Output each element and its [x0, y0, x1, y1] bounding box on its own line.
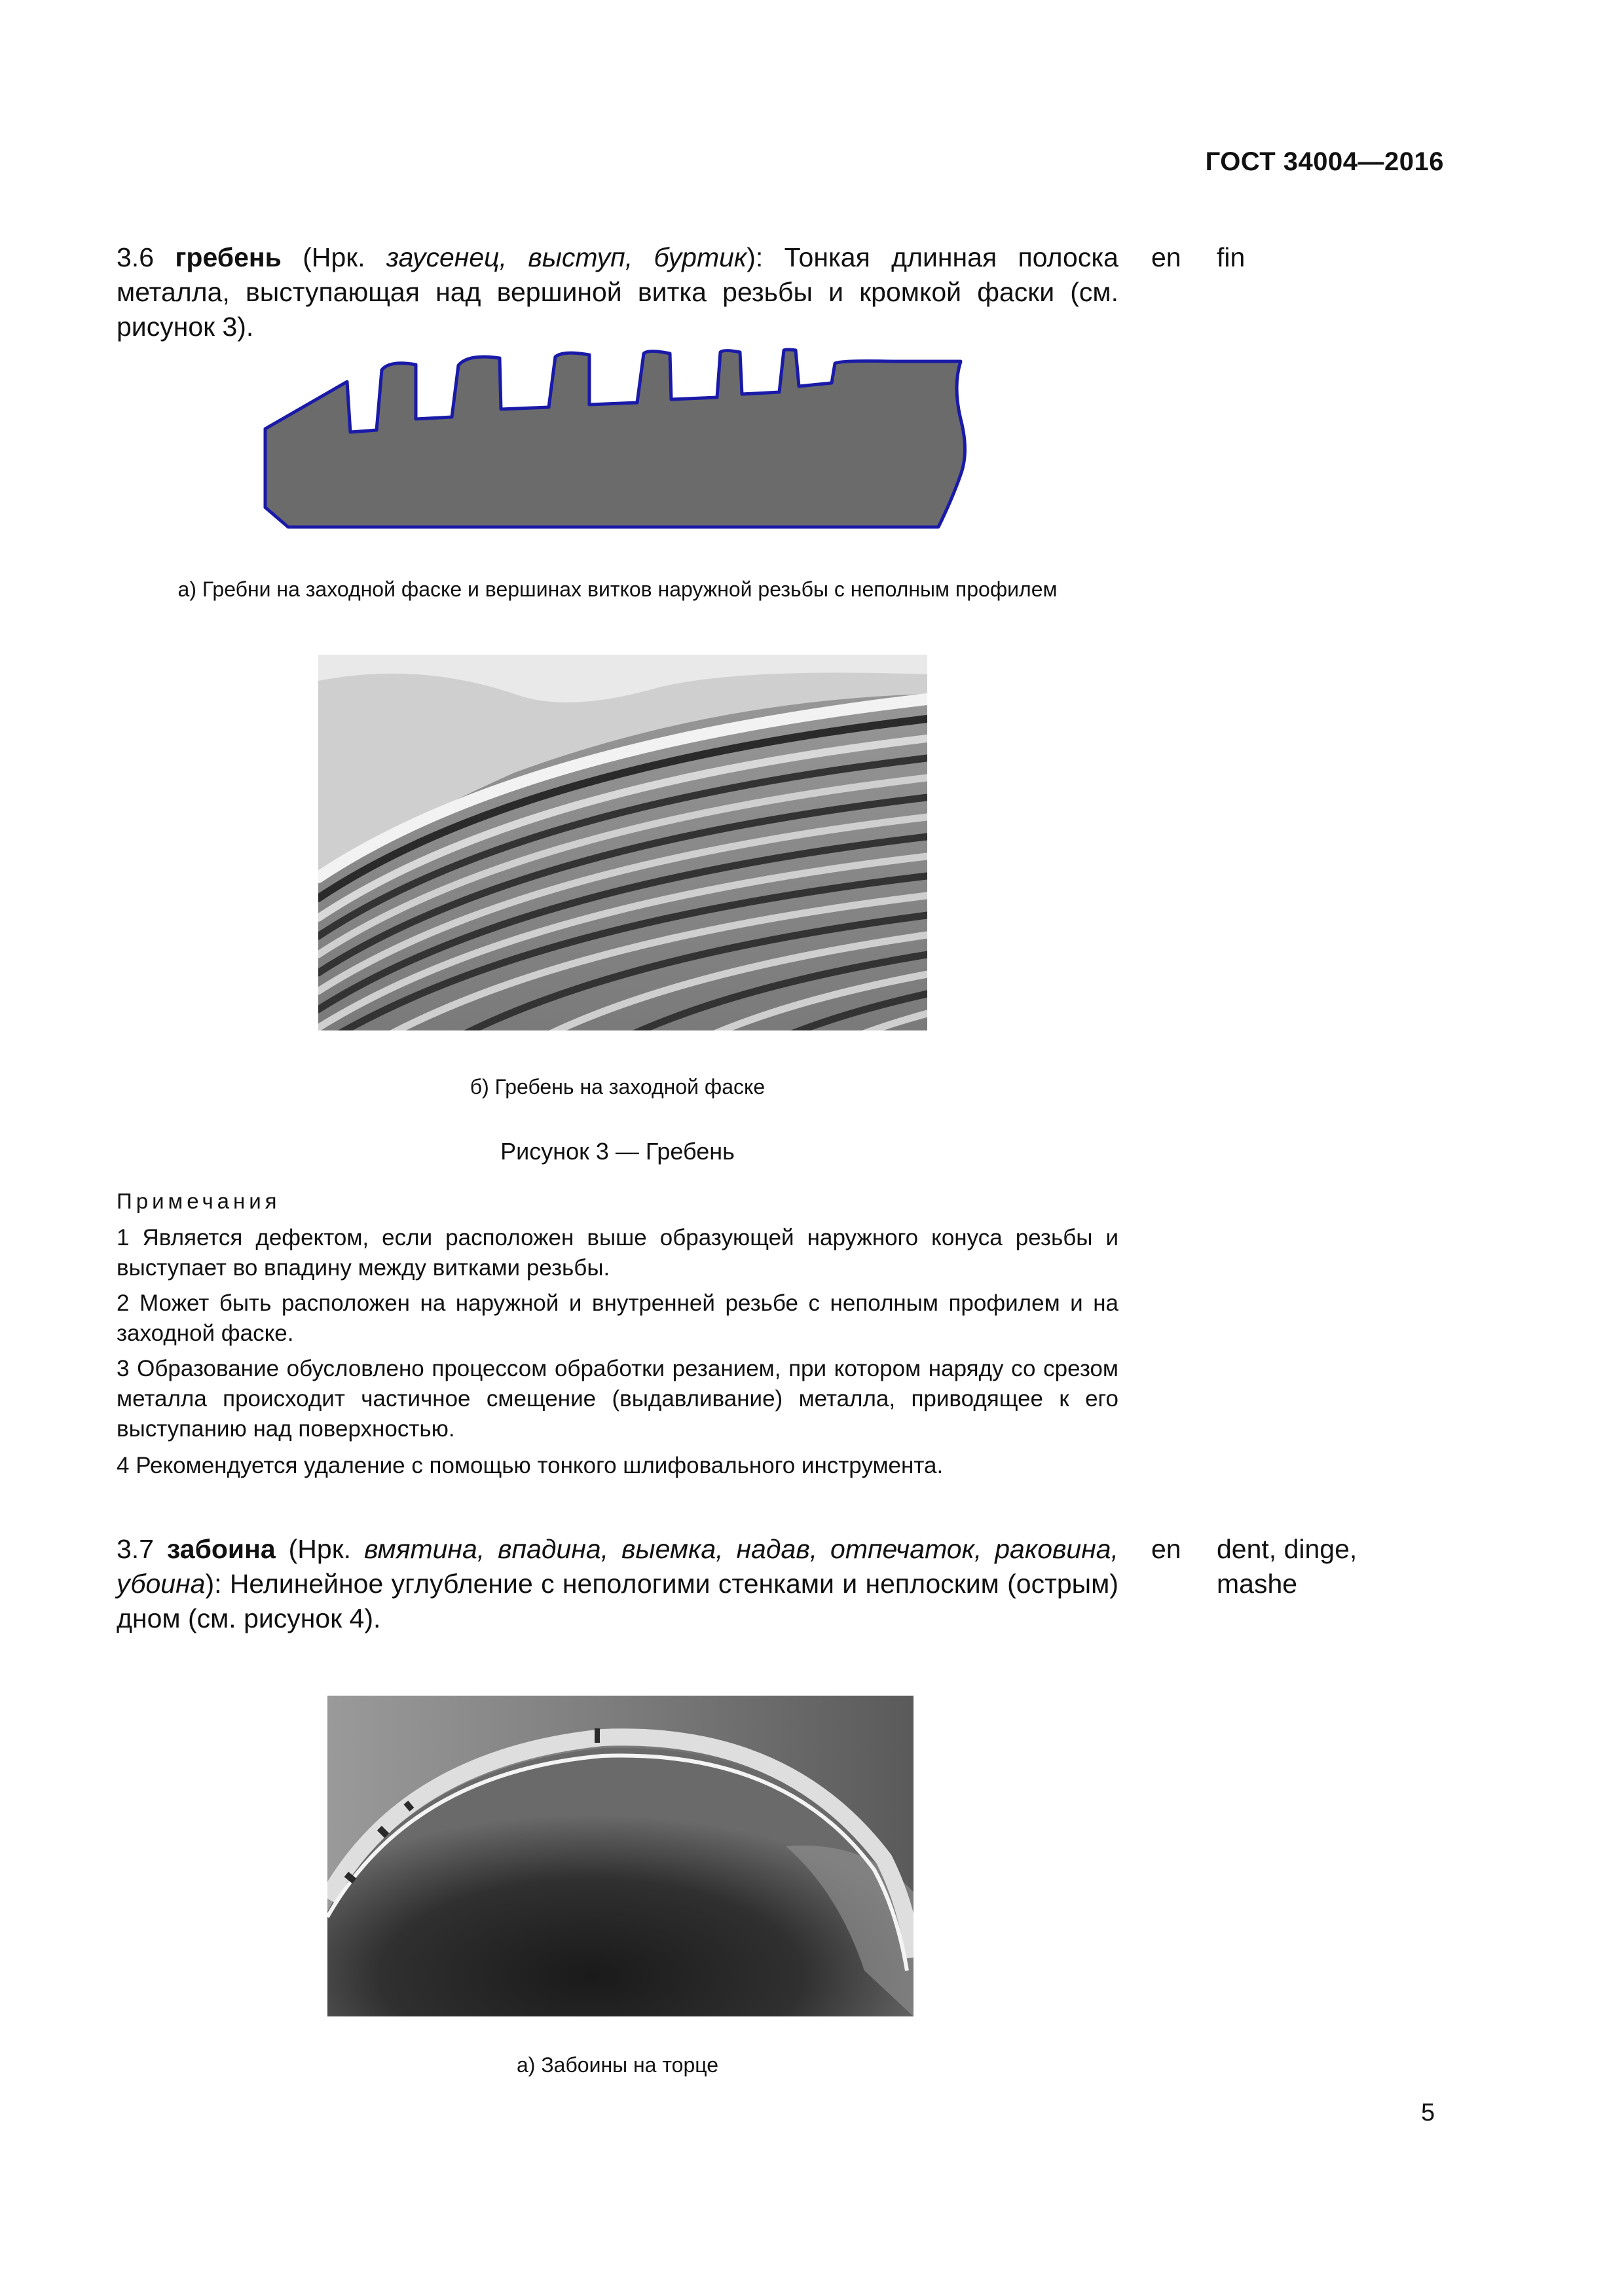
- note-item: 2 Может быть расположен на наружной и внутренней резьбе с неполным профилем и на заходной фаске.: [117, 1290, 1118, 1346]
- term-suffix: ):: [747, 242, 764, 272]
- term-name: гребень: [175, 242, 282, 272]
- term-synonyms: вмятина, впадина, выемка, надав, отпечаток, раковина, убоина: [117, 1534, 1118, 1599]
- note-item: 1 Является дефектом, если расположен выше образующей наружного конуса резьбы и выступает во впадину между витками резьбы.: [117, 1225, 1118, 1281]
- notes-title: Примечания: [117, 1189, 281, 1213]
- figure-3b-caption: б) Гребень на заходной фаске: [470, 1075, 766, 1099]
- fin-on-chamfer-photo: [318, 655, 927, 1030]
- term-3-6-entry: [117, 240, 1118, 344]
- dents-on-end-face-photo: [327, 1696, 913, 2016]
- figure-4a-caption: а) Забоины на торце: [516, 2053, 719, 2077]
- term-name: забоина: [166, 1534, 276, 1564]
- document-number-header: ГОСТ 34004—2016: [1205, 147, 1444, 176]
- term-3-7-equivalent: dent, dinge, mashe: [1217, 1534, 1357, 1599]
- term-definition: Тонкая длинная полоска металла, выступающая над вершиной витка резьбы и кромкой фаски (см. рисунок 3).: [117, 242, 1118, 342]
- term-definition: Нелинейное углубление с непологими стенками и неплоским (острым) дном (см. рисунок 4).: [117, 1569, 1118, 1633]
- term-number: 3.7: [117, 1534, 154, 1564]
- term-prefix: (Нрк.: [288, 1534, 352, 1564]
- note-item: 4 Рекомендуется удаление с помощью тонкого шлифовального инструмента.: [117, 1453, 944, 1478]
- term-synonyms: заусенец, выступ, буртик: [386, 242, 747, 272]
- figure-3-title: Рисунок 3 — Гребень: [500, 1138, 735, 1165]
- term-number: 3.6: [117, 242, 154, 272]
- term-3-6-lang: en: [1151, 242, 1181, 272]
- term-prefix: (Нрк.: [303, 242, 365, 272]
- thread-profile-shape: [265, 350, 965, 527]
- term-3-6-equivalent: fin: [1217, 242, 1246, 272]
- note-item: 3 Образование обусловлено процессом обработки резанием, при котором наряду со срезом металла происходит частичное смещение (выдавливание) металла, приводящее к его выступанию над поверхностью.: [117, 1356, 1118, 1442]
- term-3-7-lang: en: [1151, 1534, 1181, 1564]
- thread-profile-drawing: [259, 347, 979, 534]
- term-suffix: ):: [205, 1569, 222, 1599]
- page-number: 5: [1421, 2099, 1435, 2126]
- term-3-7-entry: [117, 1532, 1118, 1636]
- figure-3a-caption: а) Гребни на заходной фаске и вершинах витков наружной резьбы с неполным профилем: [177, 577, 1058, 601]
